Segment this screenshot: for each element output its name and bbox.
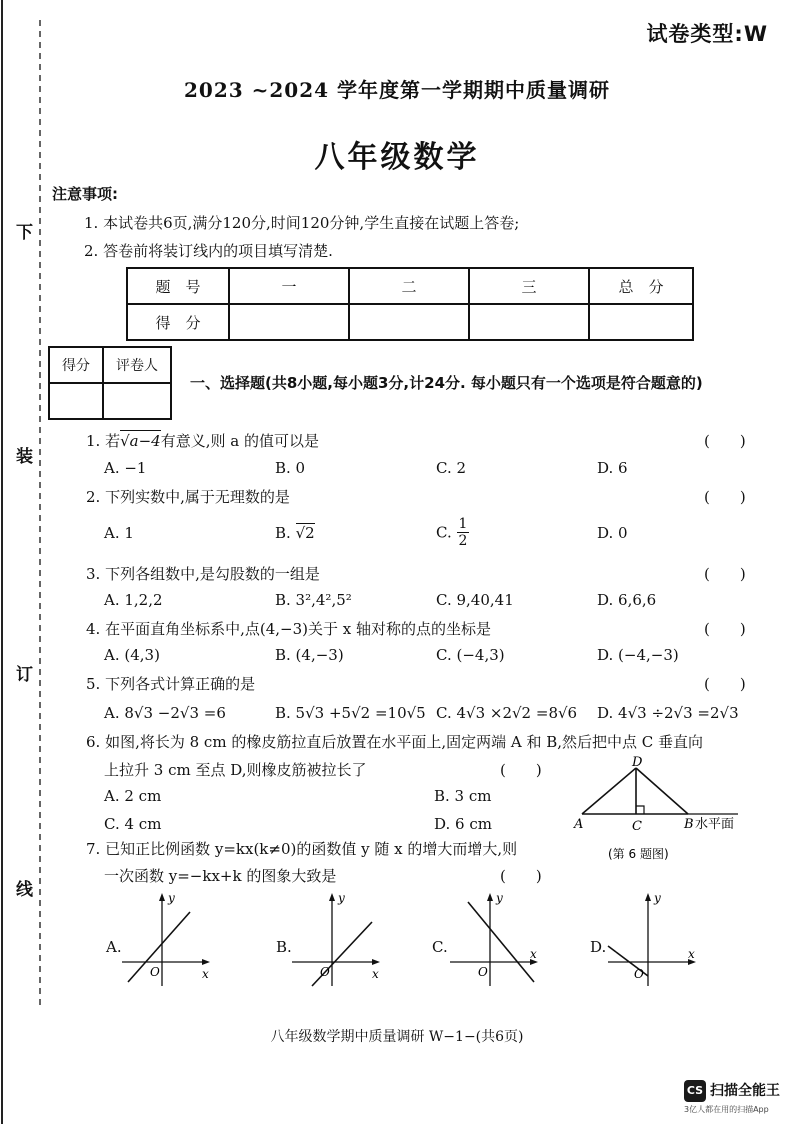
q2-option-c: C. $\frac{1}{2}$	[436, 516, 468, 549]
svg-text:O: O	[320, 965, 330, 979]
svg-text:y: y	[654, 891, 661, 905]
q7-graph-d	[604, 890, 704, 990]
section-heading: 一、选择题(共8小题,每小题3分,计24分. 每小题只有一个选项是符合题意的)	[190, 374, 703, 392]
question-6-line1: 6. 如图,将长为 8 cm 的橡皮筋拉直后放置在水平面上,固定两端 A 和 B,然后把中点 C 垂直向	[86, 733, 704, 751]
q6-option-b: B. 3 cm	[434, 787, 492, 805]
q7-option-c-label: C.	[432, 938, 448, 956]
q6-label-c: C	[632, 819, 642, 834]
score-cell[interactable]	[589, 304, 693, 340]
svg-text:x: x	[202, 967, 209, 981]
answer-bracket[interactable]: ( )	[704, 432, 746, 450]
q6-caption: (第 6 题图)	[608, 847, 669, 861]
q7-option-b-label: B.	[276, 938, 292, 956]
grader-score-cell[interactable]	[49, 383, 103, 419]
q6-option-c: C. 4 cm	[104, 815, 162, 833]
question-6-line2: 上拉升 3 cm 至点 D,则橡皮筋被拉长了	[104, 761, 367, 779]
camscanner-logo-icon: CS	[684, 1080, 706, 1102]
q5-option-d: D. 4√3 ÷2√3 =2√3	[597, 704, 739, 722]
q1-option-c: C. 2	[436, 459, 467, 477]
q1-option-a: A. −1	[104, 459, 147, 477]
score-header-label: 题 号	[127, 268, 229, 304]
exam-title: 2023 ~2024 学年度第一学期期中质量调研	[183, 78, 610, 102]
q7-graph-b	[288, 890, 384, 990]
q6-option-a: A. 2 cm	[104, 787, 162, 805]
margin-char-ding: 订	[16, 665, 33, 685]
svg-text:O: O	[634, 967, 644, 981]
question-4: 4. 在平面直角坐标系中,点(4,−3)关于 x 轴对称的点的坐标是	[86, 620, 491, 638]
answer-bracket[interactable]: ( )	[704, 565, 746, 583]
score-header: 一	[229, 268, 349, 304]
answer-bracket[interactable]: ( )	[704, 488, 746, 506]
margin-char-xia: 下	[16, 223, 33, 243]
svg-text:x: x	[688, 947, 695, 961]
question-5: 5. 下列各式计算正确的是	[86, 675, 256, 693]
notice-heading: 注意事项:	[52, 185, 118, 203]
score-cell[interactable]	[469, 304, 589, 340]
score-cell[interactable]	[349, 304, 469, 340]
score-cell[interactable]	[229, 304, 349, 340]
q1-stem-post: 有意义,则 a 的值可以是	[160, 432, 319, 450]
q7-option-d-label: D.	[590, 938, 607, 956]
score-row-label: 得 分	[127, 304, 229, 340]
q6-figure	[560, 754, 750, 866]
q2-option-b: B. √2	[275, 524, 315, 542]
q3-option-a: A. 1,2,2	[104, 591, 163, 609]
question-7-line2: 一次函数 y=−kx+k 的图象大致是	[104, 867, 337, 885]
q5-option-a: A. 8√3 −2√3 =6	[104, 704, 226, 722]
grader-score-label: 得分	[49, 347, 103, 383]
svg-text:y: y	[168, 891, 175, 905]
grader-table	[48, 346, 172, 420]
svg-text:y: y	[338, 891, 345, 905]
svg-text:x: x	[530, 947, 537, 961]
q6-label-d: D	[632, 755, 643, 770]
q7-graph-a	[118, 890, 214, 990]
q2-option-a: A. 1	[104, 524, 134, 542]
notice-item: 2. 答卷前将装订线内的项目填写清楚.	[84, 242, 333, 260]
score-header-total: 总 分	[589, 268, 693, 304]
q4-option-d: D. (−4,−3)	[597, 646, 679, 664]
q6-label-b: B	[684, 817, 694, 832]
answer-bracket[interactable]: ( )	[500, 761, 542, 779]
q1-option-b: B. 0	[275, 459, 306, 477]
svg-text:O: O	[478, 965, 488, 979]
question-3: 3. 下列各组数中,是勾股数的一组是	[86, 565, 320, 583]
grader-name-label: 评卷人	[103, 347, 171, 383]
score-header: 三	[469, 268, 589, 304]
q4-option-a: A. (4,3)	[104, 646, 160, 664]
svg-text:O: O	[150, 965, 160, 979]
question-2: 2. 下列实数中,属于无理数的是	[86, 488, 290, 506]
q5-option-c: C. 4√3 ×2√2 =8√6	[436, 704, 578, 722]
scanner-subtitle: 3亿人都在用的扫描App	[684, 1105, 769, 1114]
question-7-line1: 7. 已知正比例函数 y=kx(k≠0)的函数值 y 随 x 的增大而增大,则	[86, 840, 518, 858]
notice-item: 1. 本试卷共6页,满分120分,时间120分钟,学生直接在试题上答卷;	[84, 214, 520, 232]
q1-option-d: D. 6	[597, 459, 628, 477]
subject-title: 八年级数学	[314, 140, 480, 175]
svg-text:x: x	[372, 967, 379, 981]
score-header: 二	[349, 268, 469, 304]
margin-char-zhuang: 装	[16, 447, 33, 467]
scanner-name: 扫描全能王	[710, 1083, 780, 1099]
answer-bracket[interactable]: ( )	[704, 620, 746, 638]
q3-option-c: C. 9,40,41	[436, 591, 514, 609]
margin-char-xian: 线	[16, 880, 33, 900]
q1-radical: √a−4	[120, 432, 161, 450]
q1-radicand: a−4	[129, 432, 161, 450]
q7-graph-c	[446, 890, 546, 990]
q2-option-d: D. 0	[597, 524, 628, 542]
score-table	[126, 267, 694, 341]
grader-name-cell[interactable]	[103, 383, 171, 419]
question-1	[86, 430, 319, 451]
q3-option-d: D. 6,6,6	[597, 591, 657, 609]
paper-type: 试卷类型:W	[646, 22, 768, 46]
q6-label-a: A	[574, 817, 584, 832]
q1-stem-pre: 1. 若	[86, 432, 121, 450]
q6-option-d: D. 6 cm	[434, 815, 492, 833]
svg-text:y: y	[496, 891, 503, 905]
page-footer: 八年级数学期中质量调研 W−1−(共6页)	[270, 1029, 524, 1045]
answer-bracket[interactable]: ( )	[500, 867, 542, 885]
q7-option-a-label: A.	[106, 938, 122, 956]
q4-option-b: B. (4,−3)	[275, 646, 344, 664]
answer-bracket[interactable]: ( )	[704, 675, 746, 693]
q3-option-b: B. 3²,4²,5²	[275, 591, 352, 609]
q4-option-c: C. (−4,3)	[436, 646, 505, 664]
q5-option-b: B. 5√3 +5√2 =10√5	[275, 704, 426, 722]
q6-label-plane: 水平面	[695, 817, 735, 832]
